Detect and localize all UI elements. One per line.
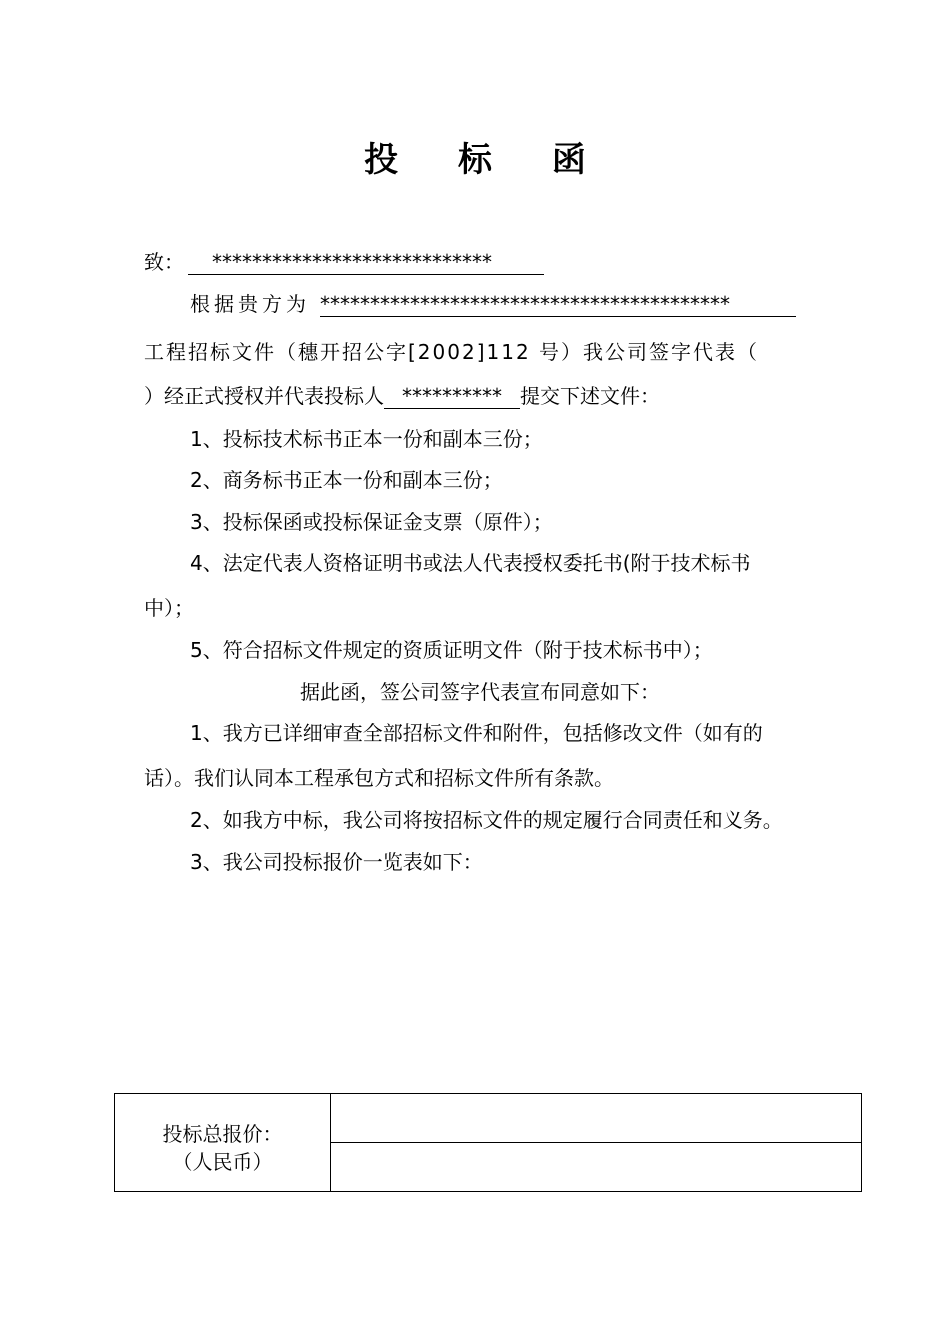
document-item: 5、符合招标文件规定的资质证明文件（附于技术标书中）； <box>190 638 713 662</box>
agreement-item: 3、我公司投标报价一览表如下： <box>190 850 483 874</box>
document-item: 2、商务标书正本一份和副本三份； <box>190 468 503 492</box>
recipient-label: 致： <box>144 250 184 274</box>
project-name-field: ***************************************** <box>320 292 796 317</box>
currency-label: （人民币） <box>172 1150 273 1174</box>
recipient-line <box>144 248 544 276</box>
intro-line-3 <box>144 382 660 410</box>
total-price-label-cell <box>115 1094 331 1191</box>
agreement-item: 2、如我方中标，我公司将按招标文件的规定履行合同责任和义务。 <box>190 808 783 832</box>
document-item: 4、法定代表人资格证明书或法人代表授权委托书(附于技术标书 <box>190 551 751 575</box>
bidder-field: ********** <box>384 384 520 409</box>
bid-price-table <box>114 1093 862 1192</box>
intro-line3-suffix: 提交下述文件： <box>520 384 660 408</box>
declaration-line: 据此函，签公司签字代表宣布同意如下： <box>300 680 660 704</box>
page-title: 投 标 函 <box>364 140 610 180</box>
document-item: 1、投标技术标书正本一份和副本三份； <box>190 427 543 451</box>
document-item: 3、投标保函或投标保证金支票（原件）； <box>190 510 553 534</box>
document-item-continued: 中）； <box>144 596 194 620</box>
recipient-field: **************************** <box>188 250 544 275</box>
agreement-item-continued: 话）。我们认同本工程承包方式和招标文件所有条款。 <box>144 766 614 790</box>
intro-prefix: 根据贵方为 <box>190 292 310 316</box>
agreement-item: 1、我方已详细审查全部招标文件和附件，包括修改文件（如有的 <box>190 721 763 745</box>
price-value-cell-top[interactable] <box>331 1094 861 1143</box>
price-value-cell-bottom[interactable] <box>331 1143 861 1191</box>
intro-line-2: 工程招标文件（穗开招公字[2002]112 号）我公司签字代表（ <box>144 340 760 364</box>
intro-line-1 <box>190 290 796 318</box>
intro-line3-prefix: ）经正式授权并代表投标人 <box>144 384 384 408</box>
total-price-label: 投标总报价： <box>162 1122 283 1146</box>
